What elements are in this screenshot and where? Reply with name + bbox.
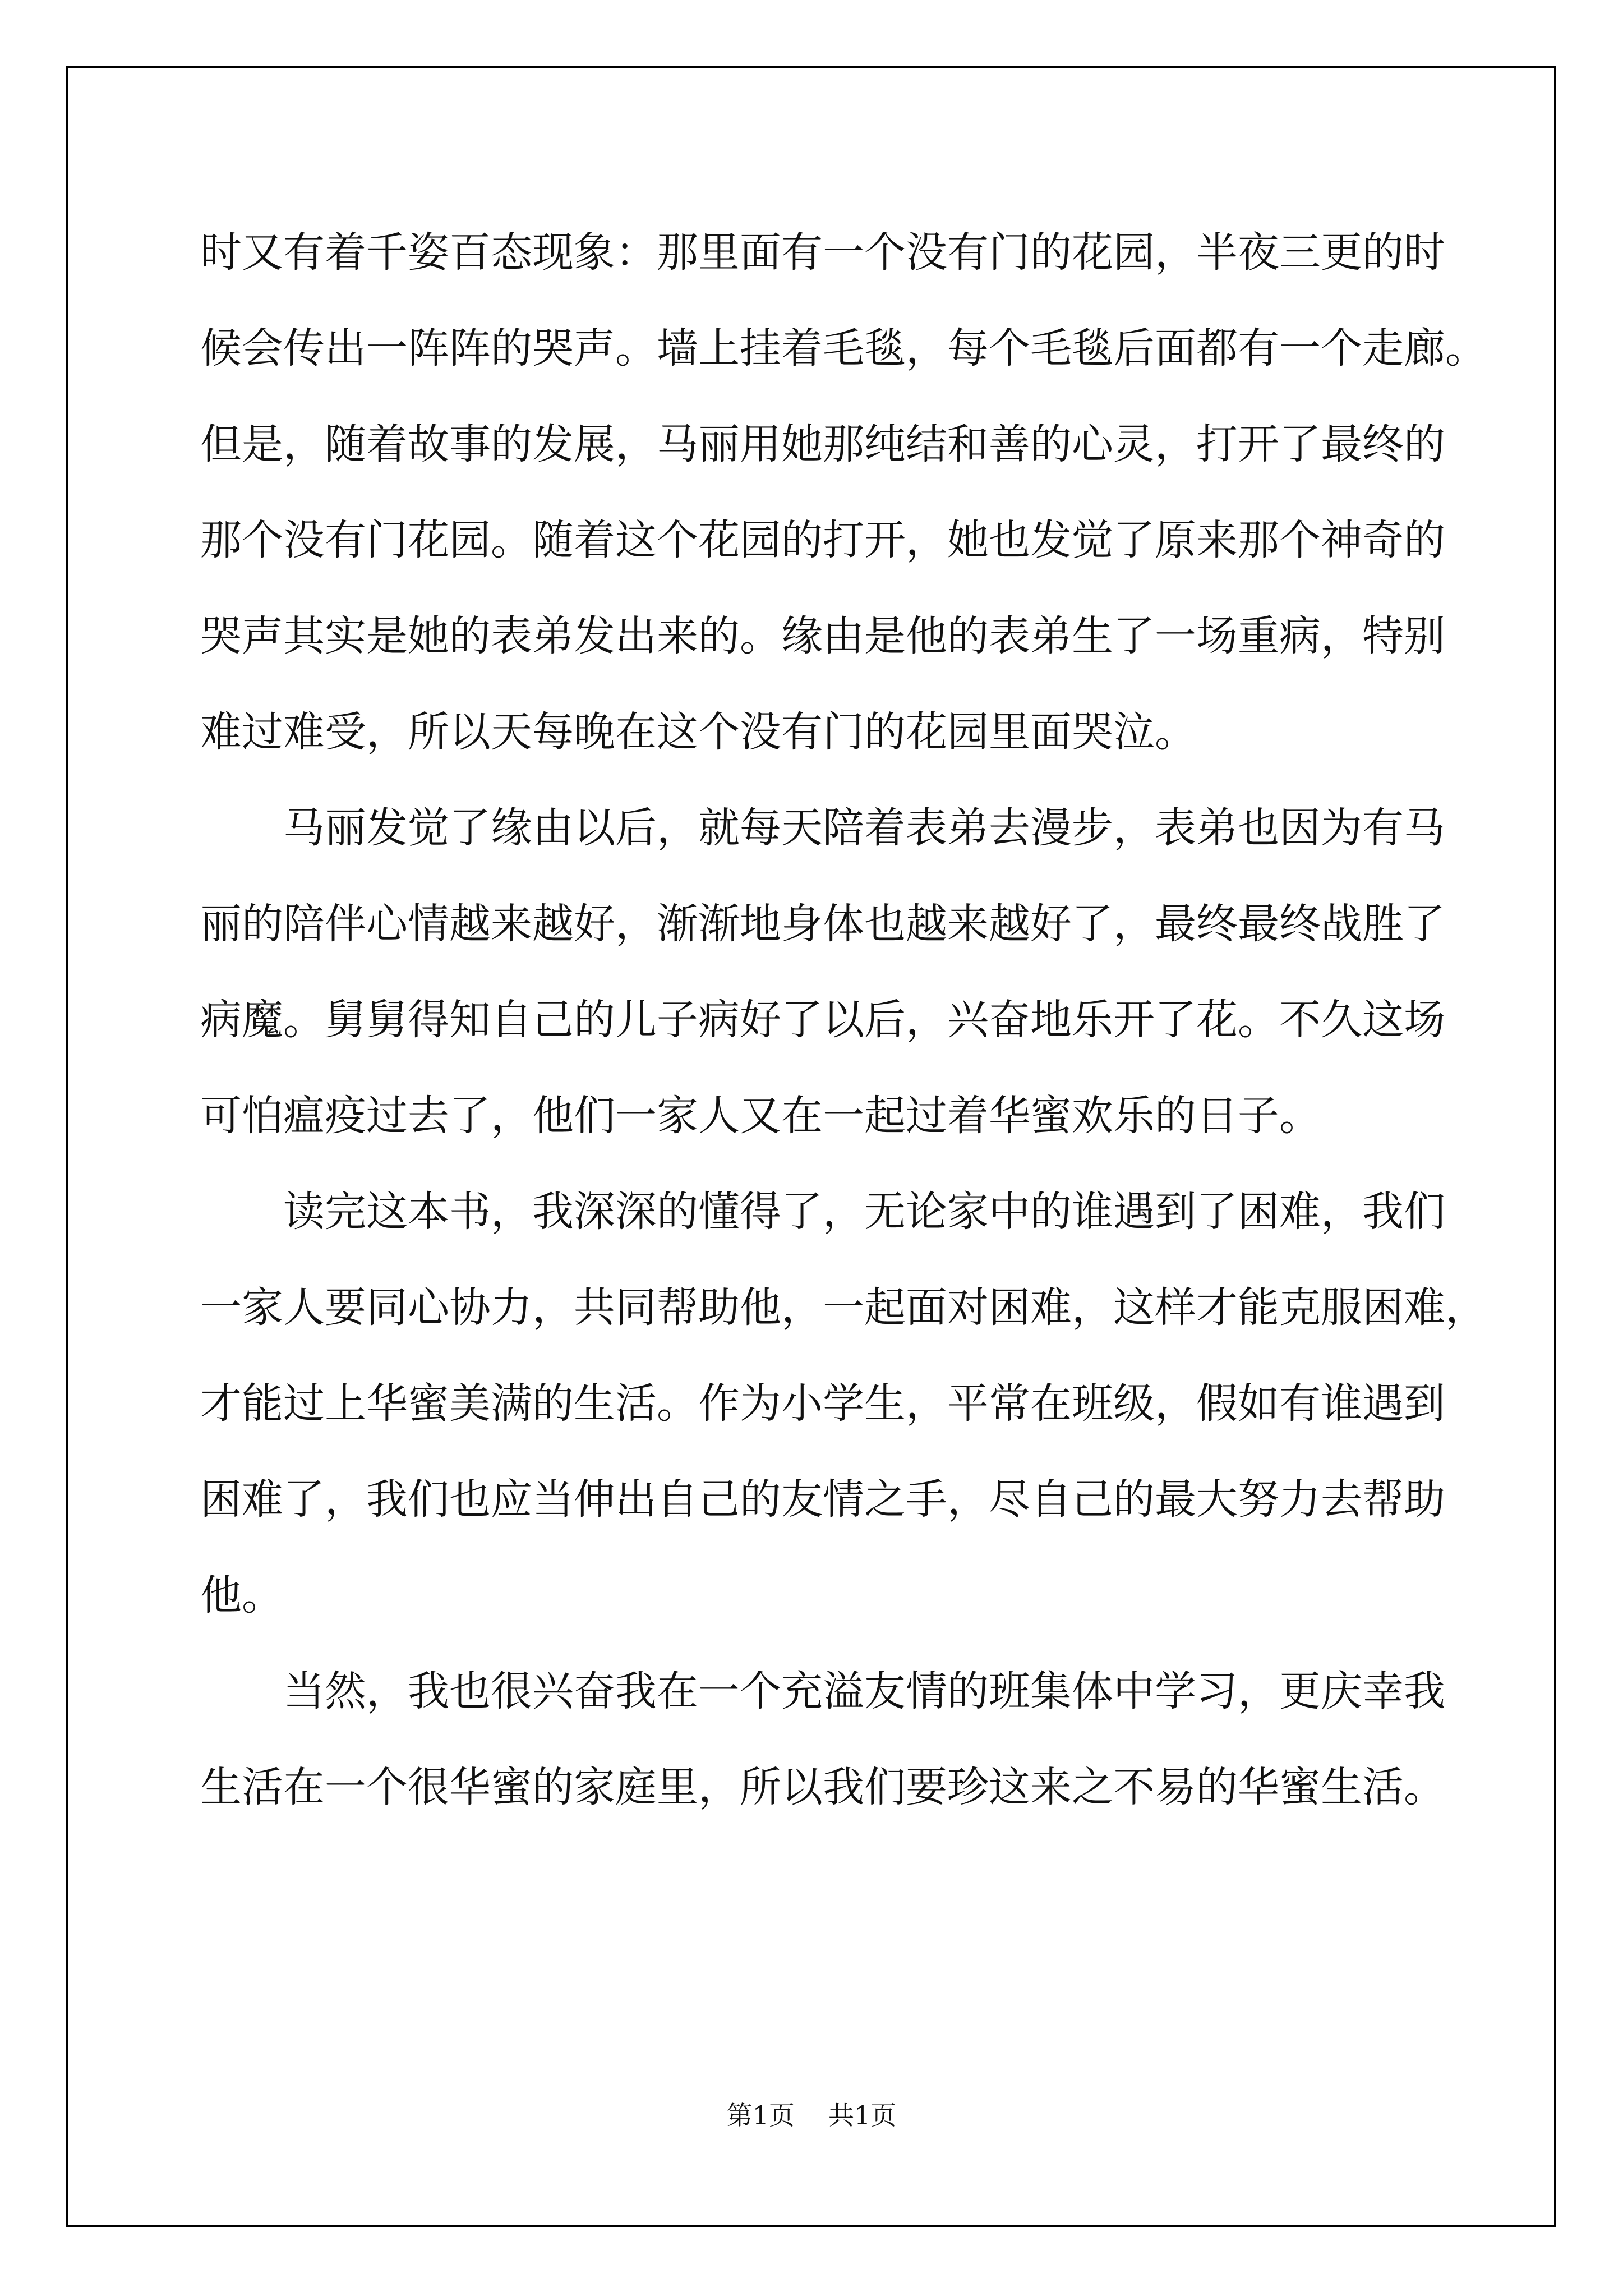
paragraph-start-line: 马丽发觉了缘由以后，就每天陪着表弟去漫步，表弟也因为有马 [283, 804, 1445, 852]
text-line: 生活在一个很华蜜的家庭里，所以我们要珍这来之不易的华蜜生活。 [200, 1763, 1445, 1811]
paragraph-start-line: 读完这本书，我深深的懂得了，无论家中的谁遇到了困难，我们 [283, 1188, 1445, 1236]
text-line: 但是，随着故事的发展，马丽用她那纯结和善的心灵，打开了最终的 [200, 420, 1445, 468]
text-line: 丽的陪伴心情越来越好，渐渐地身体也越来越好了，最终最终战胜了 [200, 900, 1445, 948]
document-body [200, 205, 1487, 1835]
text-line: 才能过上华蜜美满的生活。作为小学生，平常在班级，假如有谁遇到 [200, 1379, 1445, 1428]
page-number: 第1页 [726, 2100, 795, 2131]
paragraph-start-line: 当然，我也很兴奋我在一个充溢友情的班集体中学习，更庆幸我 [283, 1667, 1445, 1715]
text-line: 那个没有门花园。随着这个花园的打开，她也发觉了原来那个神奇的 [200, 516, 1445, 564]
text-line: 难过难受，所以天每晚在这个没有门的花园里面哭泣。 [200, 708, 1196, 756]
text-line: 哭声其实是她的表弟发出来的。缘由是他的表弟生了一场重病，特别 [200, 612, 1445, 660]
page-footer [0, 2095, 1623, 2132]
text-line: 他。 [200, 1571, 283, 1619]
text-line: 候会传出一阵阵的哭声。墙上挂着毛毯，每个毛毯后面都有一个走廊。 [200, 324, 1487, 372]
page-total: 共1页 [828, 2100, 897, 2131]
text-line: 病魔。舅舅得知自己的儿子病好了以后，兴奋地乐开了花。不久这场 [200, 996, 1445, 1044]
text-line: 时又有着千姿百态现象：那里面有一个没有门的花园，半夜三更的时 [200, 228, 1445, 277]
text-line: 可怕瘟疫过去了，他们一家人又在一起过着华蜜欢乐的日子。 [200, 1092, 1321, 1140]
text-line: 一家人要同心协力，共同帮助他，一起面对困难，这样才能克服困难， [200, 1283, 1487, 1332]
text-line: 困难了，我们也应当伸出自己的友情之手，尽自己的最大努力去帮助 [200, 1475, 1445, 1524]
